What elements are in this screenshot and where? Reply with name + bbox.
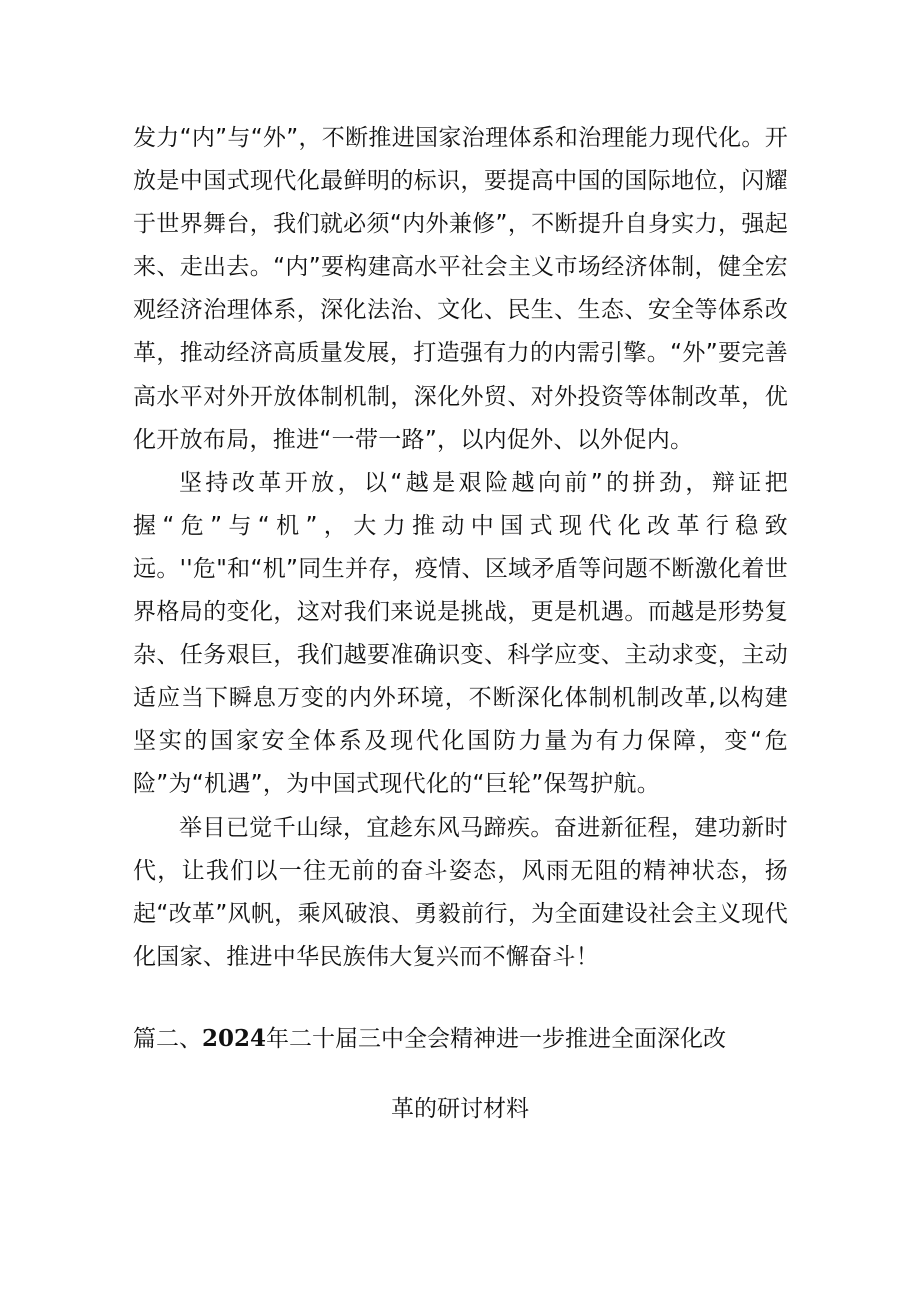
section-heading-year: 2024 bbox=[202, 1025, 267, 1052]
paragraph-2: 坚持改革开放，以“越是艰险越向前”的拼劲，辩证把握“危”与“机”，大力推动中国式现代化改革行稳致远。''危"和“机”同生并存，疫情、区域矛盾等问题不断激化着世界格局的变化，这对我们来说是挑战，更是机遇。而越是形势复杂、任务艰巨，我们越要准确识变、科学应变、主动求变，主动适应当下瞬息万变的内外环境，不断深化体制机制改革,以构建坚实的国家安全体系及现代化国防力量为有力保障，变“危险”为“机遇”，为中国式现代化的“巨轮”保驾护航。 bbox=[133, 469, 788, 798]
body-text bbox=[133, 117, 788, 979]
section-heading-prefix: 篇二、 bbox=[133, 1026, 202, 1052]
section-heading-line1 bbox=[133, 1019, 793, 1059]
section-heading-rest: 年二十届三中全会精神进一步推进全面深化改 bbox=[266, 1026, 727, 1052]
paragraph-1: 发力“内”与“外”，不断推进国家治理体系和治理能力现代化。开放是中国式现代化最鲜明的标识，要提高中国的国际地位，闪耀于世界舞台，我们就必须“内外兼修”，不断提升自身实力，强起来、走出去。“内”要构建高水平社会主义市场经济体制，健全宏观经济治理体系，深化法治、文化、民生、生态、安全等体系改革，推动经济高质量发展，打造强有力的内需引擎。“外”要完善高水平对外开放体制机制，深化外贸、对外投资等体制改革，优化开放布局，推进“一带一路”，以内促外、以外促内。 bbox=[133, 125, 788, 453]
paragraph-3: 举目已觉千山绿，宜趁东风马蹄疾。奋进新征程，建功新时代，让我们以一往无前的奋斗姿态，风雨无阻的精神状态，扬起“改革”风帆，乘风破浪、勇毅前行，为全面建设社会主义现代化国家、推进中华民族伟大复兴而不懈奋斗！ bbox=[133, 814, 788, 970]
section-heading-line2: 革的研讨材料 bbox=[391, 1096, 529, 1122]
